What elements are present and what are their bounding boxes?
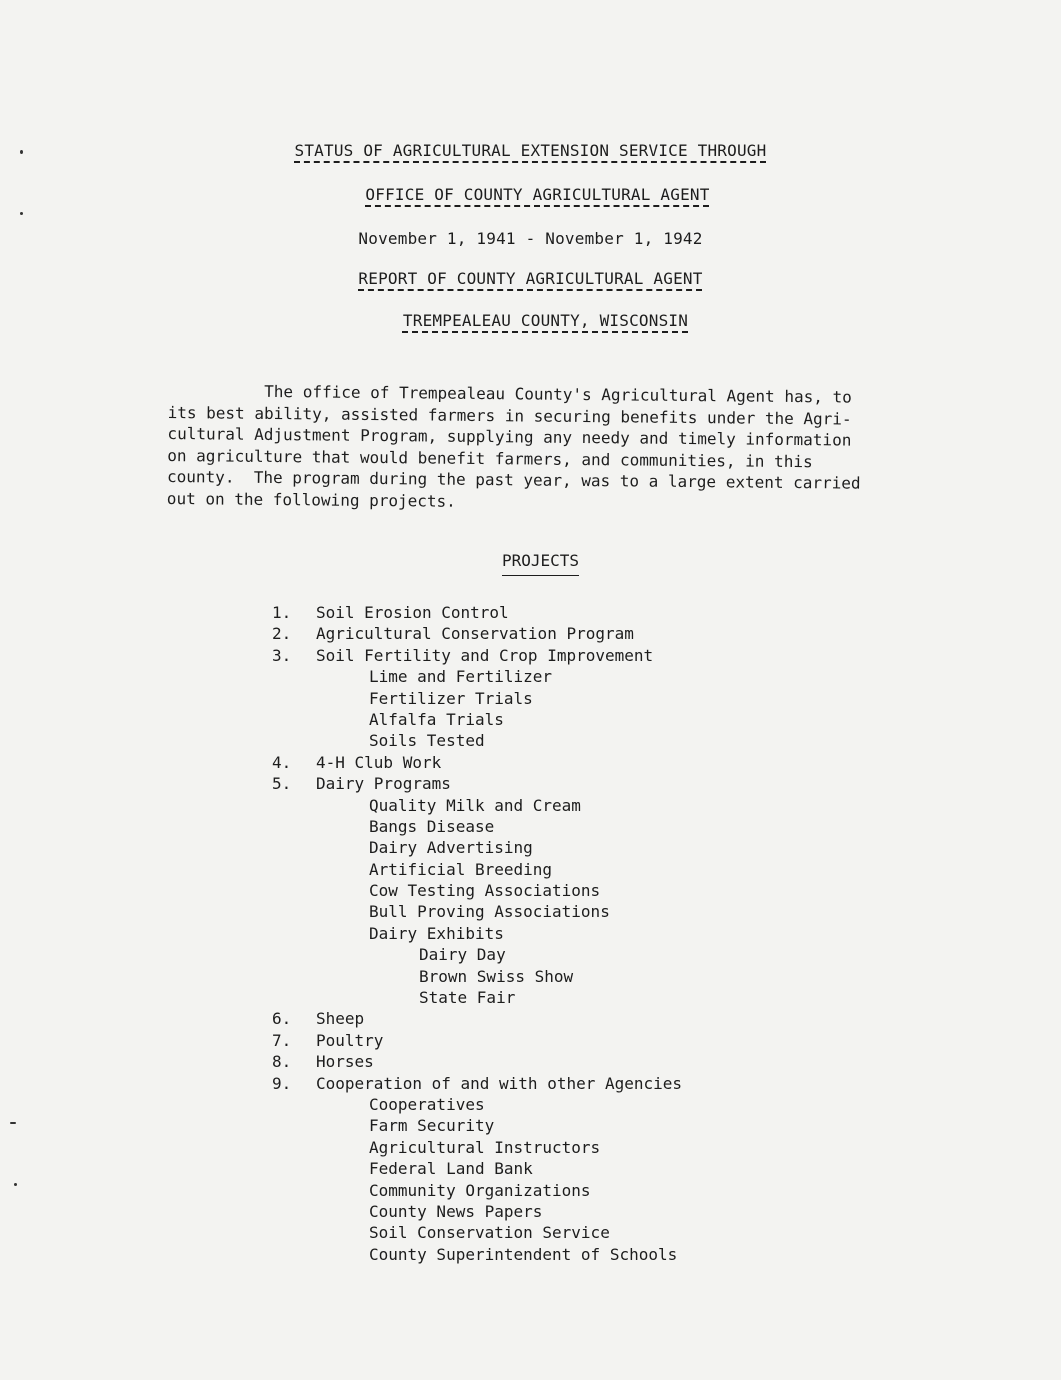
title-line-1: STATUS OF AGRICULTURAL EXTENSION SERVICE THROUGH <box>294 141 767 160</box>
project-subitem: Federal Land Bank <box>369 1159 533 1179</box>
project-label: Agricultural Conservation Program <box>316 624 634 644</box>
project-label: 4-H Club Work <box>316 752 442 772</box>
intro-line: out on the following projects. <box>166 488 456 511</box>
project-subitem: Dairy Advertising <box>369 838 533 858</box>
county-title: TREMPEALEAU COUNTY, WISCONSIN <box>402 311 689 330</box>
projects-list <box>272 602 682 1265</box>
project-label: Horses <box>316 1052 374 1072</box>
margin-speck <box>14 1183 17 1186</box>
margin-speck <box>10 1122 16 1124</box>
project-label: Soil Fertility and Crop Improvement <box>316 645 654 665</box>
project-label: Dairy Programs <box>316 774 451 794</box>
projects-heading-wrap <box>0 550 1061 576</box>
project-item <box>272 773 682 794</box>
project-subsubitem: Dairy Day <box>419 945 506 965</box>
project-item <box>272 1030 682 1051</box>
project-number: 7. <box>272 1030 292 1050</box>
project-item <box>272 645 682 666</box>
project-subitem: Soil Conservation Service <box>369 1223 610 1243</box>
project-item <box>272 1073 682 1094</box>
project-number: 9. <box>272 1073 292 1093</box>
project-subitem: Bangs Disease <box>369 816 495 836</box>
intro-line: on agriculture that would benefit farmers, and communities, in this <box>167 445 813 471</box>
project-subitem: Artificial Breeding <box>369 859 553 879</box>
margin-speck <box>20 212 23 215</box>
project-subitem: Farm Security <box>369 1116 495 1136</box>
project-item <box>272 752 682 773</box>
project-subitem: Community Organizations <box>369 1180 591 1200</box>
project-subsubitem: Brown Swiss Show <box>419 966 574 986</box>
project-subitem: Cooperatives <box>369 1094 485 1114</box>
project-subitem: Alfalfa Trials <box>369 709 504 729</box>
project-number: 6. <box>272 1009 292 1029</box>
project-subitem: Fertilizer Trials <box>369 688 533 708</box>
project-item <box>272 623 682 644</box>
project-number: 1. <box>272 603 292 622</box>
project-label: Poultry <box>316 1030 384 1050</box>
intro-line: cultural Adjustment Program, supplying any needy and timely information <box>167 423 852 450</box>
project-subitem: Agricultural Instructors <box>369 1137 601 1157</box>
project-subitem: Quality Milk and Cream <box>369 795 581 815</box>
project-subitem: Cow Testing Associations <box>369 881 601 901</box>
date-range: November 1, 1941 - November 1, 1942 <box>358 229 703 248</box>
intro-paragraph <box>167 380 862 516</box>
project-label: Cooperation of and with other Agencies <box>316 1073 683 1093</box>
project-number: 5. <box>272 774 292 794</box>
project-number: 8. <box>272 1052 292 1072</box>
project-item <box>272 1051 682 1072</box>
title-line-2: OFFICE OF COUNTY AGRICULTURAL AGENT <box>365 185 710 204</box>
project-item <box>272 602 682 623</box>
project-subsubitem: State Fair <box>419 988 516 1008</box>
project-number: 2. <box>272 624 292 644</box>
intro-line: county. The program during the past year, was to a large extent carried <box>166 466 861 493</box>
intro-line: The office of Trempealeau County's Agricultural Agent has, to <box>167 380 852 407</box>
project-item <box>272 1008 682 1029</box>
project-subitem: County News Papers <box>369 1201 543 1221</box>
project-number: 4. <box>272 752 292 772</box>
project-subitem: Bull Proving Associations <box>369 902 610 922</box>
margin-speck <box>20 150 23 154</box>
project-subitem: Dairy Exhibits <box>369 923 504 943</box>
project-subitem: Lime and Fertilizer <box>369 667 553 687</box>
project-number: 3. <box>272 645 292 665</box>
project-subitem: Soils Tested <box>369 731 485 751</box>
intro-line: its best ability, assisted farmers in securing benefits under the Agri- <box>167 402 852 429</box>
report-title: REPORT OF COUNTY AGRICULTURAL AGENT <box>358 269 703 288</box>
project-subitem: County Superintendent of Schools <box>369 1244 678 1264</box>
projects-heading: PROJECTS <box>502 550 579 576</box>
project-label: Soil Erosion Control <box>316 603 509 622</box>
project-label: Sheep <box>316 1009 365 1029</box>
